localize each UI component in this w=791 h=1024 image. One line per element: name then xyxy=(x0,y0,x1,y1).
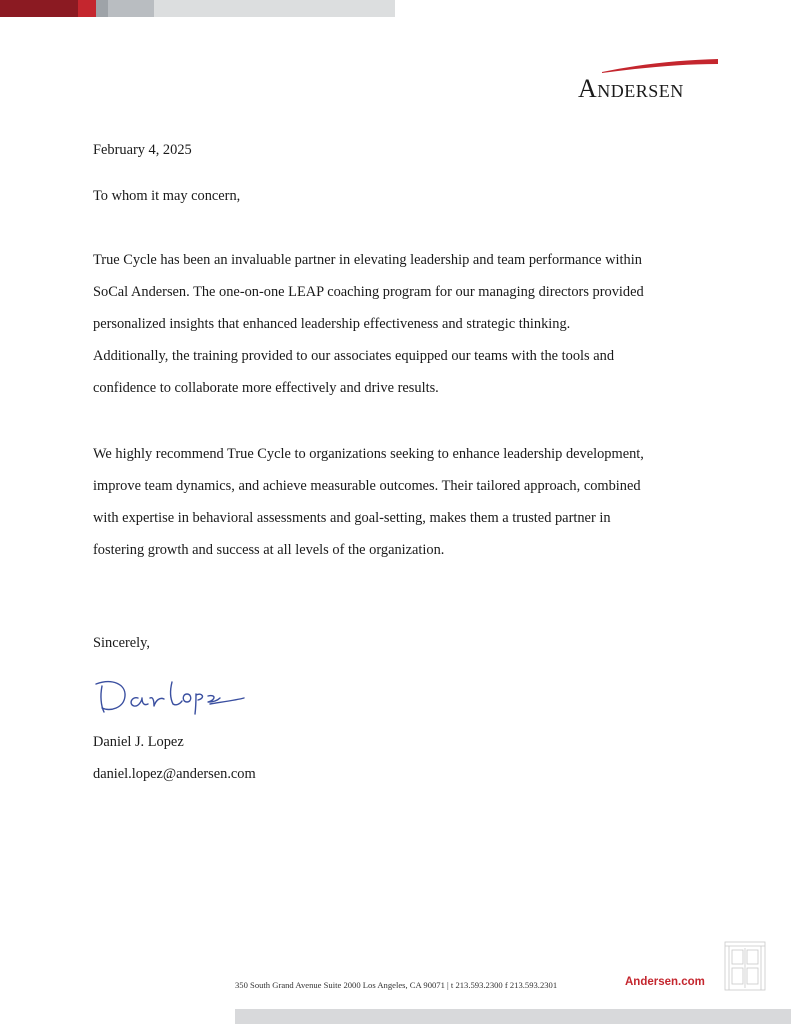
footer-website-link[interactable]: Andersen.com xyxy=(625,976,705,988)
letter-closing: Sincerely, xyxy=(93,635,151,651)
andersen-logo xyxy=(576,58,738,102)
paragraph-line: improve team dynamics, and achieve measurable outcomes. Their tailored approach, combined xyxy=(93,478,641,494)
signer-name: Daniel J. Lopez xyxy=(93,734,184,750)
paragraph-line: We highly recommend True Cycle to organizations seeking to enhance leadership development, xyxy=(93,446,644,462)
paragraph-line: confidence to collaborate more effectively and drive results. xyxy=(93,380,439,396)
top-bar-segment xyxy=(0,0,78,17)
paragraph-line: SoCal Andersen. The one-on-one LEAP coaching program for our managing directors provided xyxy=(93,284,644,300)
letter-paragraph-2 xyxy=(93,438,698,566)
letter-paragraph-1 xyxy=(93,244,698,404)
letterhead-top-bar xyxy=(0,0,395,17)
paragraph-line: personalized insights that enhanced leadership effectiveness and strategic thinking. xyxy=(93,316,571,332)
logo-wordmark: Andersen xyxy=(578,74,684,103)
logo-swoosh-icon xyxy=(600,58,720,74)
signer-email: daniel.lopez@andersen.com xyxy=(93,766,256,782)
top-bar-segment xyxy=(154,0,395,17)
paragraph-line: with expertise in behavioral assessments and goal-setting, makes them a trusted partner in xyxy=(93,510,611,526)
handwritten-signature xyxy=(92,668,247,718)
footer-address: 350 South Grand Avenue Suite 2000 Los Angeles, CA 90071 | t 213.593.2300 f 213.593.2301 xyxy=(235,980,558,990)
top-bar-segment xyxy=(108,0,154,17)
letter-date: February 4, 2025 xyxy=(93,142,192,158)
door-icon xyxy=(723,940,767,992)
paragraph-line: Additionally, the training provided to our associates equipped our teams with the tools and xyxy=(93,348,615,364)
letterhead-bottom-bar xyxy=(235,1009,791,1024)
letter-salutation: To whom it may concern, xyxy=(93,188,241,204)
paragraph-line: fostering growth and success at all levels of the organization. xyxy=(93,542,445,558)
top-bar-segment xyxy=(78,0,96,17)
paragraph-line: True Cycle has been an invaluable partner in elevating leadership and team performance within xyxy=(93,252,642,268)
top-bar-segment xyxy=(96,0,108,17)
